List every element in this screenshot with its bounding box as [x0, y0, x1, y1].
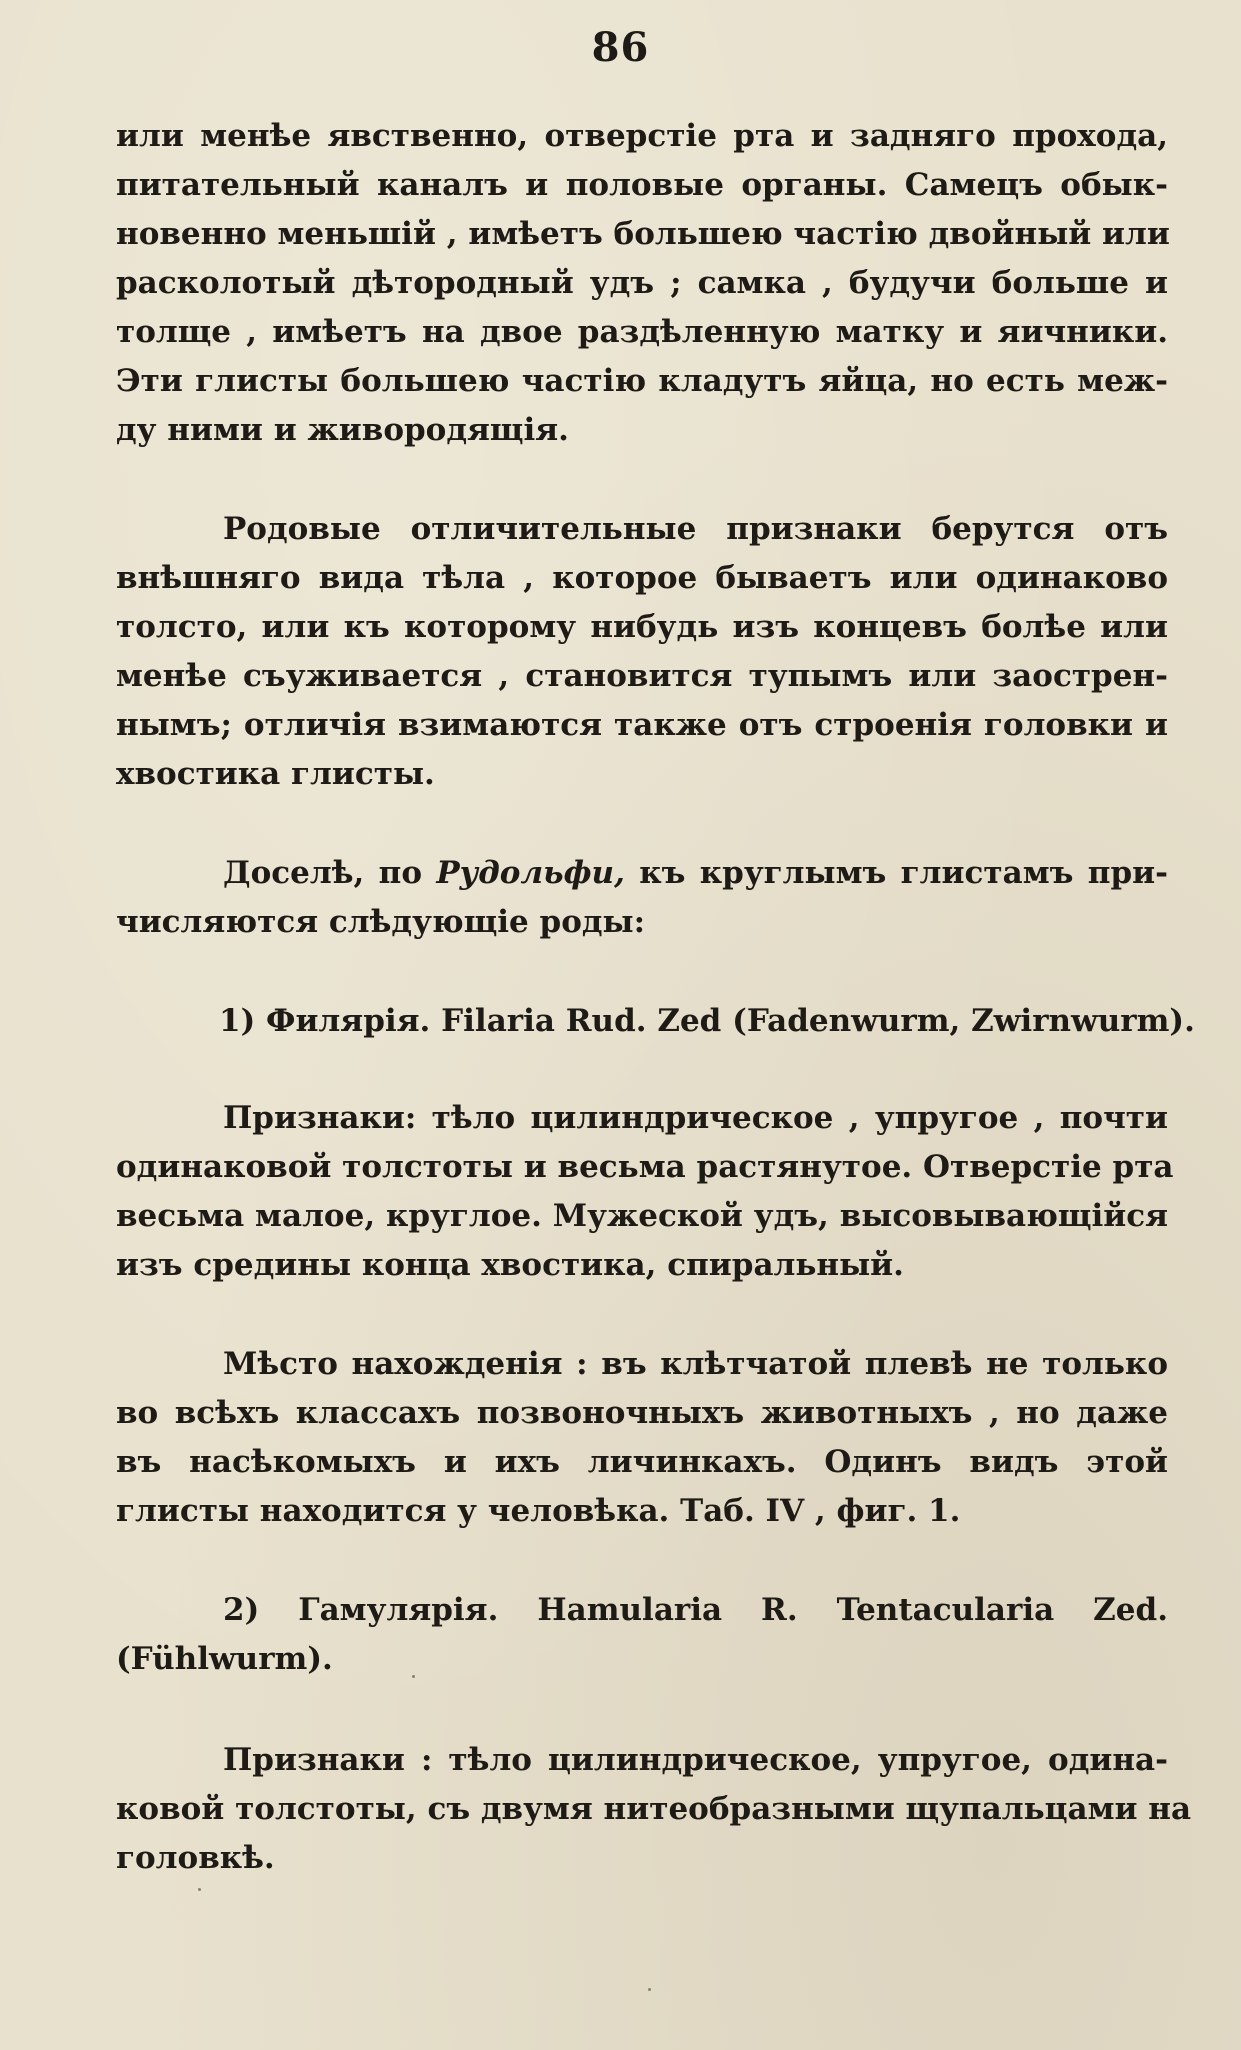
text-line: менѣе съуживается , становится тупымъ или заострен- [116, 658, 1168, 694]
text-line: изъ средины конца хвостика, спиральный. [116, 1247, 904, 1283]
paragraph-rudolphi-genera [116, 849, 1168, 947]
genus-heading-continuation: (Fühlwurm). [116, 1641, 333, 1677]
text-run: къ круглымъ глистамъ при- [624, 855, 1168, 891]
text-line: числяются слѣдующіе роды: [116, 904, 646, 940]
genus-heading: 2) Гамулярія. Hamularia R. Tentacularia Zed. [223, 1592, 1168, 1628]
paragraph-filaria-features [116, 1094, 1174, 1290]
text-line: хвостика глисты. [116, 756, 435, 792]
text-line: расколотый дѣтородный удъ ; самка , будучи больше и [116, 265, 1168, 301]
text-line: во всѣхъ классахъ позвоночныхъ животныхъ , но даже [116, 1395, 1168, 1431]
text-line: весьма малое, круглое. Мужеской удъ, высовывающійся [116, 1198, 1168, 1234]
text-line: новенно меньшій , имѣетъ большею частію двойный или [116, 216, 1170, 252]
paper-speck [198, 1888, 201, 1891]
author-name-italic: Рудольфи, [436, 855, 625, 891]
paragraph-filaria-habitat [116, 1340, 1168, 1536]
text-line: Мѣсто нахожденія : въ клѣтчатой плевѣ не только [223, 1346, 1168, 1382]
text-line: въ насѣкомыхъ и ихъ личинкахъ. Одинъ видъ этой [116, 1444, 1168, 1480]
text-line: питательный каналъ и половые органы. Самецъ обык- [116, 167, 1168, 203]
text-line: Признаки: тѣло цилиндрическое , упругое , почти [223, 1100, 1168, 1136]
text-run: Доселѣ, по [223, 855, 437, 891]
text-line: нымъ; отличія взимаются также отъ строенія головки и [116, 707, 1168, 743]
paper-speck [648, 1988, 651, 1991]
text-line [116, 849, 1168, 898]
text-line: ду ними и живородящія. [116, 412, 569, 448]
genus-heading: 1) Филярія. Filaria Rud. Zed (Fadenwurm, Zwirnwurm). [219, 1003, 1195, 1039]
genus-heading-filaria [116, 997, 1195, 1046]
paragraph-genus-characters [116, 505, 1168, 799]
paragraph-nematode-anatomy [116, 112, 1168, 455]
text-line: толще , имѣетъ на двое раздѣленную матку и яичники. [116, 314, 1168, 350]
text-line: одинаковой толстоты и весьма растянутое. Отверстіе рта [116, 1149, 1174, 1185]
paper-speck [412, 1675, 415, 1678]
text-line: Эти глисты большею частію кладутъ яйца, но есть меж- [116, 363, 1168, 399]
text-line: внѣшняго вида тѣла , которое бываетъ или одинаково [116, 560, 1168, 596]
page-number: 86 [591, 24, 650, 71]
paragraph-hamularia-features [116, 1736, 1192, 1883]
text-line: толсто, или къ которому нибудь изъ концевъ болѣе или [116, 609, 1168, 645]
text-line: Родовые отличительные признаки берутся отъ [223, 511, 1168, 547]
text-line: ковой толстоты, съ двумя нитеобразными щупальцами на [116, 1791, 1192, 1827]
genus-heading-hamularia [116, 1586, 1168, 1684]
page-text [116, 112, 1195, 1883]
text-line: головкѣ. [116, 1840, 275, 1876]
text-line: или менѣе явственно, отверстіе рта и задняго прохода, [116, 118, 1168, 154]
text-line: глисты находится у человѣка. Таб. IV , фиг. 1. [116, 1493, 961, 1529]
text-line: Признаки : тѣло цилиндрическое, упругое, одина- [223, 1742, 1168, 1778]
